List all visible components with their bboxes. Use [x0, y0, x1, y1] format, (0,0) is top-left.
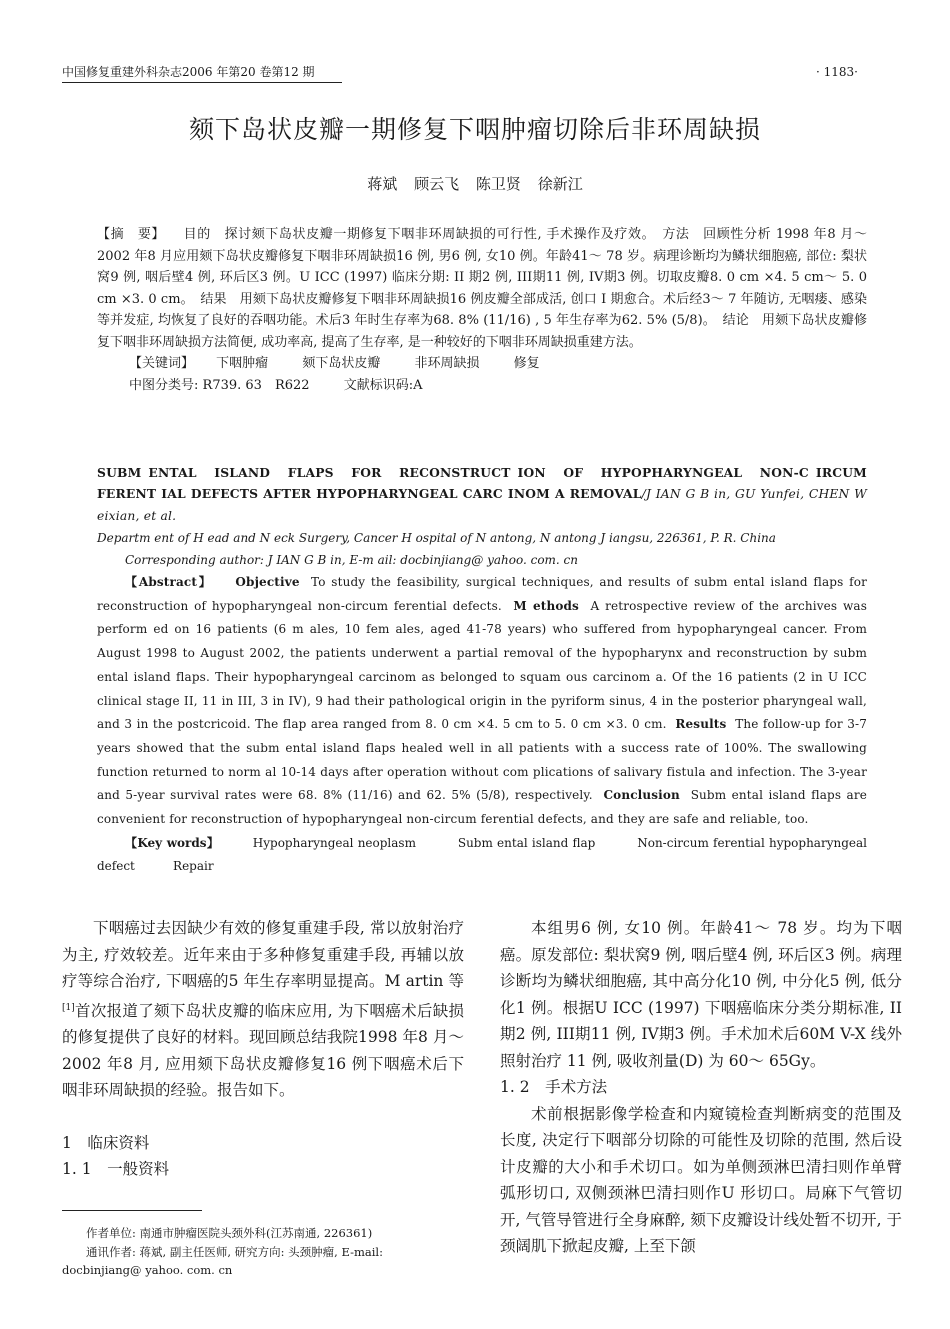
en-keyword: Repair	[173, 858, 214, 873]
class-label: 中图分类号:	[129, 378, 199, 393]
keywords-label: 【关键词】	[129, 356, 195, 371]
author: 陈卫贤	[475, 175, 521, 193]
objective-label: Objective	[235, 575, 300, 589]
author: 顾云飞	[414, 175, 460, 193]
section-heading: 1 临床资料	[62, 1133, 150, 1152]
author: 徐新江	[537, 175, 583, 193]
header-rule	[62, 82, 342, 83]
english-abstract-body	[97, 571, 867, 832]
journal-header: 中国修复重建外科杂志2006 年第20 卷第12 期	[62, 65, 315, 79]
chinese-abstract	[97, 224, 867, 397]
objective-text: To study the feasibility, surgical techniques, and results of subm ental island flaps for reconstruction of hypopharyngeal non-circum ferential defects.	[97, 575, 867, 613]
abstract-label: 【摘 要】	[97, 227, 166, 242]
en-keyword: Non-circum ferential hypopharyngeal defect	[97, 835, 867, 873]
article-title: 颏下岛状皮瓣一期修复下咽肿瘤切除后非环周缺损	[188, 115, 761, 144]
en-keywords-label: 【Key words】	[125, 835, 220, 850]
department: Departm ent of H ead and N eck Surgery, Cancer H ospital of N antong, N antong J iangsu, 226361, P. R. China	[97, 531, 776, 545]
methods-label: M ethods	[513, 598, 579, 613]
methods-text: A retrospective review of the archives was perform ed on 16 patients (6 m ales, 10 fem ales, aged 41-78 years) who suffered from hypopharyngeal cancer. From August 1998 to August 2002, the patients underwent a partial removal of the hypopharynx and reconstruction by subm ental island flaps. Their hypopharyngeal carcinom as belonged to squam ous carcinom a. Of the 16 patients (2 in U ICC clinical stage II, 11 in III, 3 in IV), 9 had their pathological origin in the pyriform sinus, 4 in the posterior pharyngeal wall, and 3 in the postcricoid. The flap area ranged from 8. 0 cm ×4. 5 cm to 5. 0 cm ×3. 0 cm.	[97, 598, 868, 732]
page-number: · 1183·	[816, 65, 858, 79]
intro-paragraph: 下咽癌过去因缺少有效的修复重建手段, 常以放射治疗为主, 疗效较差。近年来由于多种修复重建手段, 再辅以放疗等综合治疗, 下咽癌的5 年生存率明显提高。M artin 等[1]首次报道了颏下岛状皮瓣的临床应用, 为下咽癌术后缺损的修复提供了良好的材料。现回顾总结我院1998 年8 月～ 2002 年8 月, 应用颏下岛状皮瓣修复16 例下咽癌术后下咽非环周缺损的经验。报告如下。	[62, 919, 464, 1100]
doc-code-label: 文献标识码:	[343, 378, 414, 393]
keyword: 修复	[513, 356, 540, 371]
surgery-method-paragraph: 术前根据影像学检查和内窥镜检查判断病变的范围及长度, 决定行下咽部分切除的可能性及切除的范围, 然后设计皮瓣的大小和手术切口。如为单侧颈淋巴清扫则作单臂弧形切口, 双侧颈淋巴清扫则作U 形切口。局麻下气管切开, 气管导管进行全身麻醉, 颏下皮瓣设计线处暂不切开, 于颈阔肌下掀起皮瓣, 上至下颌	[500, 1104, 902, 1255]
author-list	[0, 173, 950, 194]
citation-ref: [1]	[62, 1002, 75, 1013]
english-keywords	[97, 832, 867, 878]
corresponding-author: Corresponding author: J IAN G B in, E-m ail: docbinjiang@ yahoo. com. cn	[125, 553, 579, 567]
footnote	[62, 1224, 464, 1280]
corresponding-note: 通讯作者: 蒋斌, 副主任医师, 研究方向: 头颈肿瘤, E-mail: docbinjiang@ yahoo. com. cn	[62, 1244, 383, 1277]
footnote-rule	[62, 1210, 202, 1211]
subsection-heading: 1. 2 手术方法	[500, 1078, 608, 1096]
conclusion-text: Subm ental island flaps are convenient for reconstruction of hypopharyngeal non-circum ferential defects, and they are safe and reliable, too.	[97, 788, 867, 827]
keyword: 非环周缺损	[414, 356, 480, 371]
en-abstract-label: 【Abstract】	[125, 575, 213, 589]
left-column	[62, 915, 464, 1183]
subsection-heading: 1. 1 一般资料	[62, 1160, 170, 1179]
author: 蒋斌	[367, 175, 398, 193]
en-keyword: Hypopharyngeal neoplasm	[252, 835, 416, 850]
en-keyword: Subm ental island flap	[457, 835, 596, 850]
general-data-paragraph: 本组男6 例, 女10 例。年龄41～ 78 岁。均为下咽癌。原发部位: 梨状窝9 例, 咽后壁4 例, 环后区3 例。病理诊断均为鳞状细胞癌, 其中高分化10 例, 中分化5 例, 低分化1 例。根据U ICC (1997) 下咽癌临床分类分期标准, II 期2 例, III期11 例, IV期3 例。手术加术后60M V-X 线外照射治疗 11 例, 吸收剂量(D) 为 60～ 65Gy。	[500, 919, 902, 1070]
keyword: 颏下岛状皮瓣	[302, 356, 381, 371]
abstract-text: 目的 探讨颏下岛状皮瓣一期修复下咽非环周缺损的可行性, 手术操作及疗效。 方法 回顾性分析 1998 年8 月～ 2002 年8 月应用颏下岛状皮瓣修复下咽非环周缺损16 例, 男6 例, 女10 例。年龄41～ 78 岁。病理诊断均为鳞状细胞癌, 部位: 梨状窝9 例, 咽后壁4 例, 环后区3 例。U ICC (1997) 临床分期: II 期2 例, III期11 例, IV期3 例。切取皮瓣8. 0 cm ×4. 5 cm～ 5. 0 cm ×3. 0 cm。 结果 用颏下岛状皮瓣修复下咽非环周缺损16 例皮瓣全部成活, 创口 I 期愈合。术后经3～ 7 年随访, 无咽瘘、感染等并发症, 均恢复了良好的吞咽功能。术后3 年时生存率为68. 8% (11/16) , 5 年生存率为62. 5% (5/8)。 结论 用颏下岛状皮瓣修复下咽非环周缺损方法简便, 成功率高, 提高了生存率, 是一种较好的下咽非环周缺损重建方法。	[97, 227, 867, 350]
right-column	[500, 915, 902, 1260]
english-title: SUBM ENTAL ISLAND FLAPS FOR RECONSTRUCT ION OF HYPOPHARYNGEAL NON-C IRCUM FERENT IAL DEFECTS AFTER HYPOPHARYNGEAL CARC INOM A REMOVAL/J IAN G B in, GU Yunfei, CHEN W eixian, et al.	[97, 465, 867, 523]
doc-code-value: A	[413, 378, 423, 393]
english-abstract	[97, 462, 867, 878]
results-text: The follow-up for 3-7 years showed that the subm ental island flaps healed well in all patients with a success rate of 100%. The swallowing function returned to norm al 10-14 days after operation without com plications of salivary fistula and infection. The 3-year and 5-year survival rates were 68. 8% (11/16) and 62. 5% (5/8), respectively.	[97, 717, 868, 803]
conclusion-label: Conclusion	[603, 788, 680, 803]
keyword: 下咽肿瘤	[216, 356, 269, 371]
author-unit: 作者单位: 南通市肿瘤医院头颈外科(江苏南通, 226361)	[86, 1226, 373, 1240]
english-authors: /J IAN G B in, GU Yunfei, CHEN W eixian, et al.	[97, 487, 867, 523]
results-label: Results	[675, 717, 727, 732]
class-value: R739. 63 R622	[202, 378, 310, 393]
